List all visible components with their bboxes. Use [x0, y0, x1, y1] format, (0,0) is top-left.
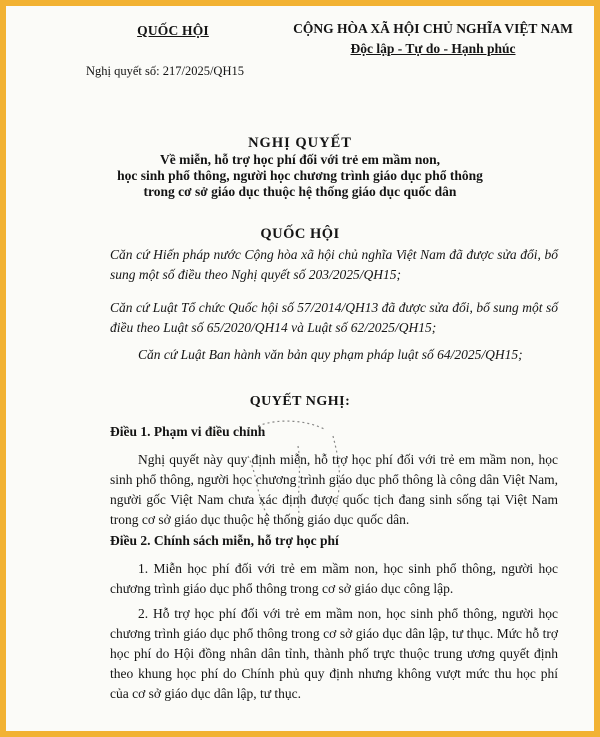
- resolves-heading: QUYẾT NGHỊ:: [249, 394, 351, 409]
- document-page: [6, 6, 594, 731]
- article-2-clause-2: 2. Hỗ trợ học phí đối với trẻ em mầm non, học sinh phổ thông, người học chương trình giáo dục phổ thông trong cơ sở giáo dục dân lập, tư thục. Mức hỗ trợ học phí do Hội đồng nhân dân tỉnh, thành phố trực thuộc trung ương quyết định theo khung học phí do Chính phủ quy định nhưng không vượt mức thu học phí của cơ sở giáo dục dân lập, tư thục.: [110, 606, 558, 701]
- document-title: [26, 135, 574, 200]
- doc-type: NGHỊ QUYẾT: [248, 135, 352, 151]
- title-line-2: học sinh phổ thông, người học chương trình giáo dục phổ thông: [117, 168, 483, 183]
- national-heading: [278, 19, 588, 59]
- article-2-heading: Điều 2. Chính sách miễn, hỗ trợ học phí: [110, 533, 339, 548]
- issuer-name: QUỐC HỘI: [137, 23, 209, 38]
- issuer-heading: [98, 23, 248, 39]
- article-1-body: Nghị quyết này quy định miễn, hỗ trợ học phí đối với trẻ em mầm non, học sinh phổ thông, người học chương trình giáo dục phổ thông là công dân Việt Nam, người gốc Việt Nam chưa xác định được quốc tịch đang sinh sống tại Việt Nam trong cơ sở giáo dục thuộc hệ thống giáo dục quốc dân.: [110, 452, 558, 527]
- issuing-body: QUỐC HỘI: [260, 226, 340, 242]
- article-1-heading: Điều 1. Phạm vi điều chỉnh: [110, 424, 266, 439]
- legal-basis-1: Căn cứ Hiến pháp nước Cộng hòa xã hội chủ nghĩa Việt Nam đã được sửa đổi, bổ sung một số điều theo Nghị quyết số 203/2025/QH15;: [110, 247, 558, 282]
- national-motto: Độc lập - Tự do - Hạnh phúc: [350, 41, 516, 56]
- legal-basis-2: Căn cứ Luật Tổ chức Quốc hội số 57/2014/QH13 đã được sửa đổi, bổ sung một số điều theo Luật số 65/2020/QH14 và Luật số 62/2025/QH15;: [110, 300, 558, 335]
- title-line-1: Về miễn, hỗ trợ học phí đối với trẻ em mầm non,: [159, 152, 441, 167]
- country-name: CỘNG HÒA XÃ HỘI CHỦ NGHĨA VIỆT NAM: [293, 21, 573, 36]
- legal-basis-3: Căn cứ Luật Ban hành văn bản quy phạm pháp luật số 64/2025/QH15;: [138, 347, 523, 362]
- decision-number: Nghị quyết số: 217/2025/QH15: [86, 64, 244, 78]
- title-line-3: trong cơ sở giáo dục thuộc hệ thống giáo dục quốc dân: [143, 184, 457, 199]
- article-2-clause-1: 1. Miễn học phí đối với trẻ em mầm non, học sinh phổ thông, người học chương trình giáo dục phổ thông trong cơ sở giáo dục công lập.: [110, 561, 558, 596]
